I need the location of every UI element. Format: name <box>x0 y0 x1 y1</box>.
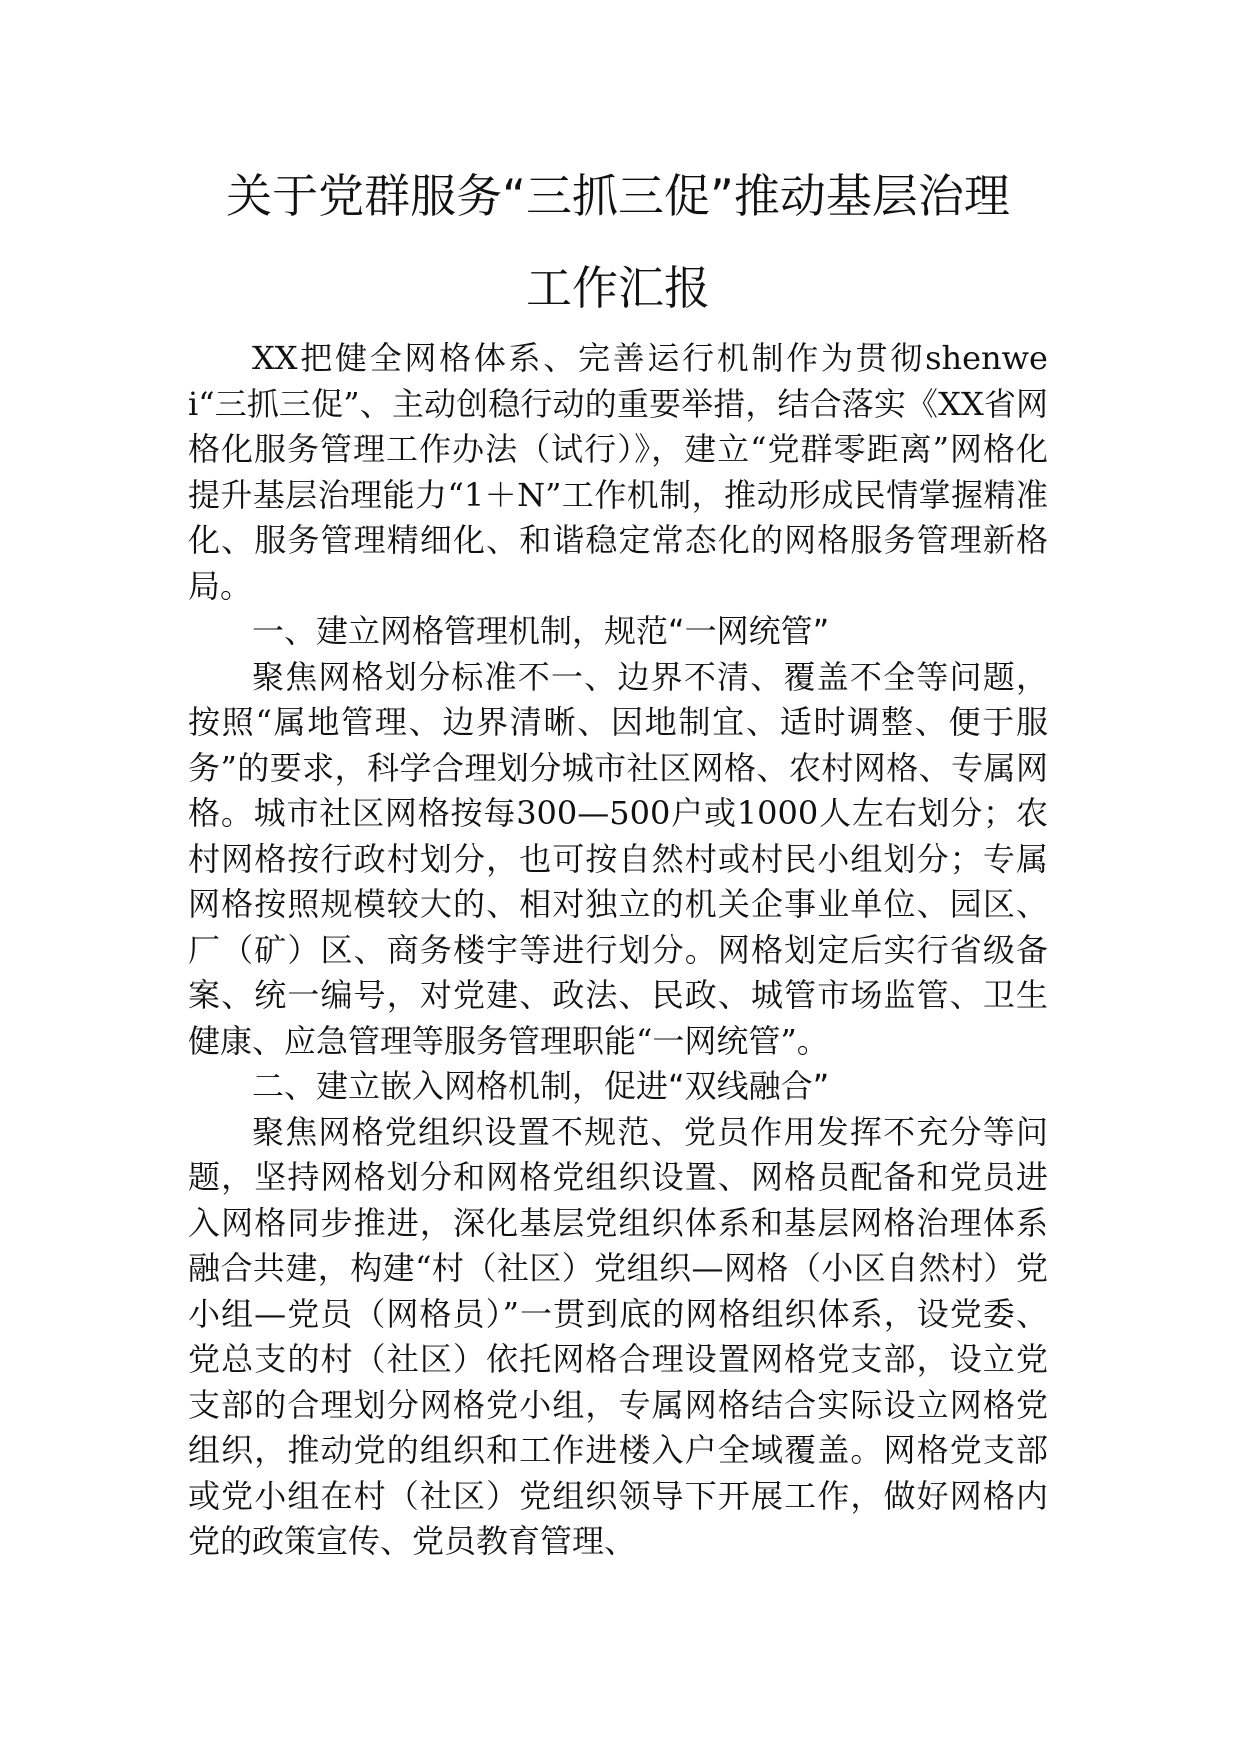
document-title <box>188 150 1048 334</box>
section-1-heading: 一、建立网格管理机制，规范“一网统管” <box>252 612 830 650</box>
section-2-paragraph: 聚焦网格党组织设置不规范、党员作用发挥不充分等问题，坚持网格划分和网格党组织设置、网格员配备和党员进入网格同步推进，深化基层党组织体系和基层网格治理体系融合共建，构建“村（社区）党组织—网格（小区自然村）党小组—党员（网格员）”一贯到底的网格组织体系，设党委、党总支的村（社区）依托网格合理设置网格党支部，设立党支部的合理划分网格党小组，专属网格结合实际设立网格党组织，推动党的组织和工作进楼入户全域覆盖。网格党支部或党小组在村（社区）党组织领导下开展工作，做好网格内党的政策宣传、党员教育管理、 <box>188 1112 1048 1560</box>
section-1-paragraph: 聚焦网格划分标准不一、边界不清、覆盖不全等问题，按照“属地管理、边界清晰、因地制宜、适时调整、便于服务”的要求，科学合理划分城市社区网格、农村网格、专属网格。城市社区网格按每300—500户或1000人左右划分；农村网格按行政村划分，也可按自然村或村民小组划分；专属网格按照规模较大的、相对独立的机关企事业单位、园区、厂（矿）区、商务楼宇等进行划分。网格划定后实行省级备案、统一编号，对党建、政法、民政、城管市场监管、卫生健康、应急管理等服务管理职能“一网统管”。 <box>188 657 1048 1060</box>
intro-paragraph: XX把健全网格体系、完善运行机制作为贯彻shenwei“三抓三促”、主动创稳行动的重要举措，结合落实《XX省网格化服务管理工作办法（试行）》，建立“党群零距离”网格化提升基层治理能力“1＋N”工作机制，推动形成民情掌握精准化、服务管理精细化、和谐稳定常态化的网格服务管理新格局。 <box>188 339 1048 605</box>
title-line-2: 工作汇报 <box>526 261 710 315</box>
title-line-1: 关于党群服务“三抓三促”推动基层治理 <box>226 169 1010 223</box>
section-2-heading: 二、建立嵌入网格机制，促进“双线融合” <box>252 1067 830 1105</box>
document-body <box>188 336 1048 1565</box>
document-page <box>188 150 1048 1565</box>
